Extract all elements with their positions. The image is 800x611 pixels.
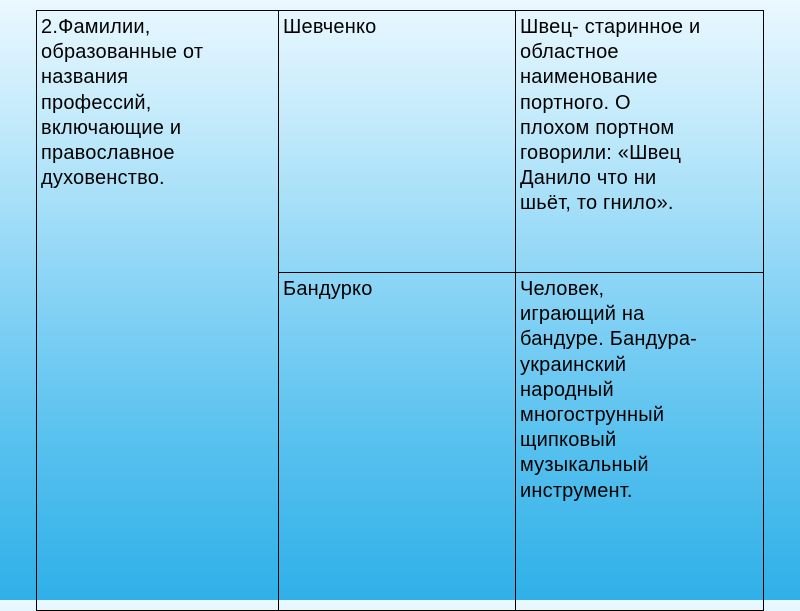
surname-text: Бандурко: [283, 278, 373, 300]
explanation-text: Швец- старинное и областное наименование портного. О плохом портном говорили: «Швец Данило что ни шьёт, то гнило».: [520, 16, 701, 215]
surname-cell: [279, 11, 516, 273]
surname-cell: [279, 273, 516, 611]
surname-text: Шевченко: [283, 16, 377, 38]
explanation-cell: [516, 273, 764, 611]
category-cell: [37, 11, 279, 611]
surnames-table: [36, 10, 764, 611]
category-text: 2.Фамилии, образованные от названия профессий, включающие и православное духовенство.: [41, 16, 204, 190]
explanation-cell: [516, 11, 764, 273]
explanation-text: Человек, играющий на бандуре. Бандура- украинский народный многострунный щипковый музыкальный инструмент.: [520, 278, 698, 502]
table-row: [37, 11, 764, 273]
